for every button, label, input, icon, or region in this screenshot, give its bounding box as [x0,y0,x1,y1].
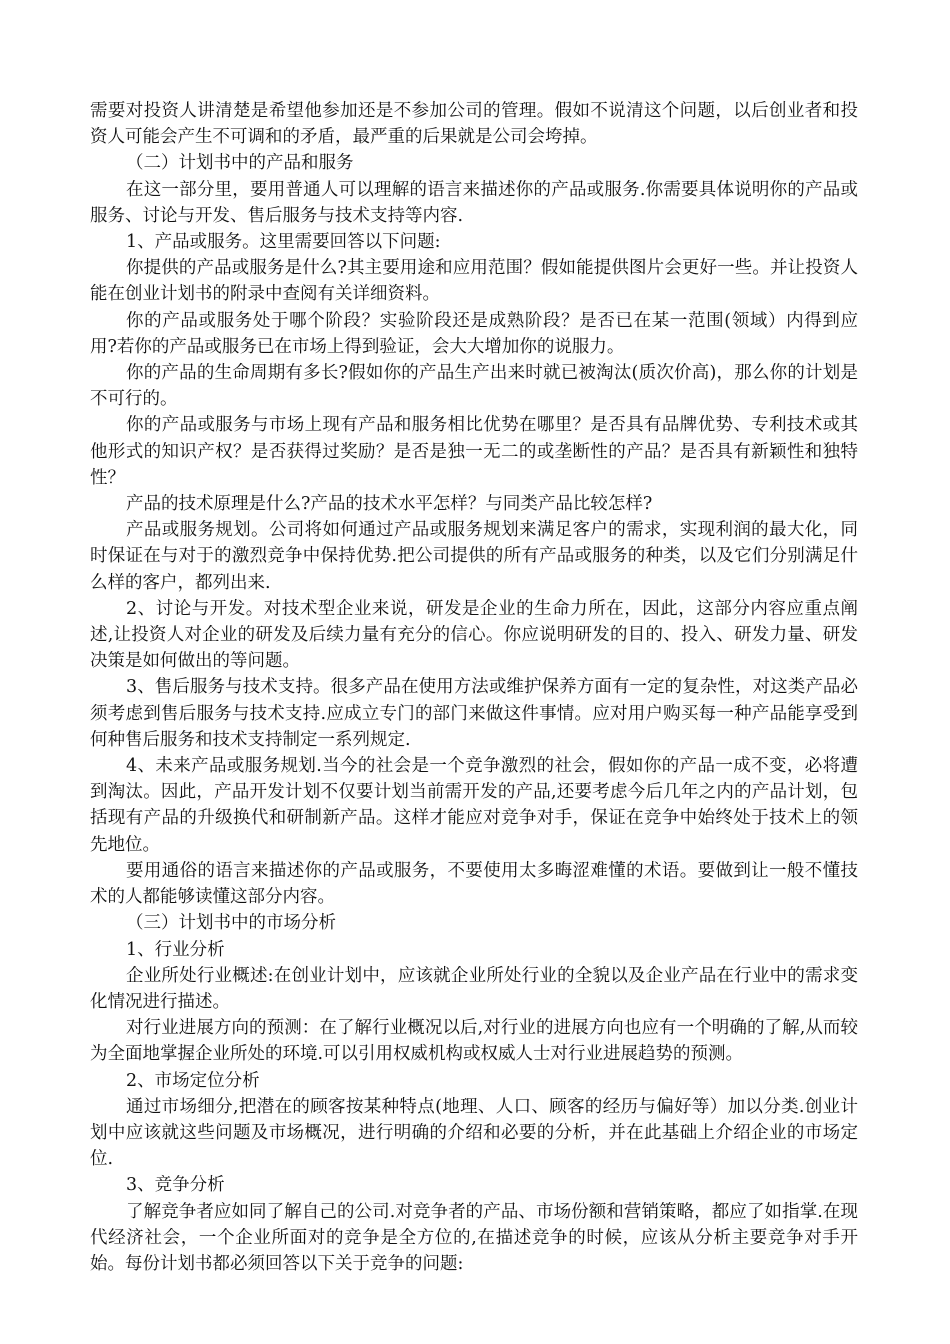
document-page [90,98,858,1277]
paragraph-product-advantages: 你的产品或服务与市场上现有产品和服务相比优势在哪里？是否具有品牌优势、专利技术或其他形式的知识产权？是否获得过奖励？是否是独一无二的或垄断性的产品？是否具有新颖性和独特性？ [90,415,858,488]
paragraph-product-lifecycle: 你的产品的生命周期有多长?假如你的产品生产出来时就已被淘汰(质次价高)，那么你的计划是不可行的。 [90,363,858,410]
section-heading-market-analysis: （三）计划书中的市场分析 [126,913,336,934]
paragraph-research-development: 2、讨论与开发。对技术型企业来说，研发是企业的生命力所在，因此，这部分内容应重点阐述,让投资人对企业的研发及后续力量有充分的信心。你应说明研发的目的、投入、研发力量、研发决策是如何做出的等问题。 [90,598,858,672]
paragraph-industry-forecast: 对行业进展方向的预测：在了解行业概况以后,对行业的进展方向也应有一个明确的了解,从而较为全面地掌握企业所处的环境.可以引用权威机构或权威人士对行业进展趋势的预测。 [90,1018,858,1065]
paragraph-future-planning: 4、未来产品或服务规划.当今的社会是一个竞争激烈的社会，假如你的产品一成不变，必将遭到淘汰。因此，产品开发计划不仅要计划当前需开发的产品,还要考虑今后几年之内的产品计划，包括现有产品的升级换代和研制新产品。这样才能应对竞争对手，保证在竞争中始终处于技术上的领先地位。 [90,756,858,855]
paragraph-management-participation: 需要对投资人讲清楚是希望他参加还是不参加公司的管理。假如不说清这个问题，以后创业者和投资人可能会产生不可调和的矛盾，最严重的后果就是公司会垮掉。 [90,101,858,148]
paragraph-products-intro: 在这一部分里，要用普通人可以理解的语言来描述你的产品或服务.你需要具体说明你的产品或服务、讨论与开发、售后服务与技术支持等内容. [90,179,858,226]
paragraph-product-usage: 你提供的产品或服务是什么?其主要用途和应用范围？假如能提供图片会更好一些。并让投资人能在创业计划书的附录中查阅有关详细资料。 [90,258,858,305]
paragraph-service-planning: 产品或服务规划。公司将如何通过产品或服务规划来满足客户的需求，实现利润的最大化，同时保证在与对于的激烈竞争中保持优势.把公司提供的所有产品或服务的种类，以及它们分别满足什么样的客户，都列出来. [90,520,858,593]
paragraph-technical-principle: 产品的技术原理是什么?产品的技术水平怎样？与同类产品比较怎样? [126,494,653,515]
paragraph-industry-overview: 企业所处行业概述:在创业计划中，应该就企业所处行业的全貌以及企业产品在行业中的需求变化情况进行描述。 [90,965,858,1012]
paragraph-product-questions: 1、产品或服务。这里需要回答以下问题: [126,232,441,253]
subheading-competition-analysis: 3、竞争分析 [126,1175,225,1196]
subheading-market-positioning: 2、市场定位分析 [126,1070,260,1091]
section-heading-products-services: （二）计划书中的产品和服务 [126,153,354,174]
paragraph-product-stage: 你的产品或服务处于哪个阶段？实验阶段还是成熟阶段？是否已在某一范围(领域）内得到应用?若你的产品或服务已在市场上得到验证，会大大增加你的说服力。 [90,310,858,357]
paragraph-market-segmentation: 通过市场细分,把潜在的顾客按某种特点(地理、人口、顾客的经历与偏好等）加以分类.创业计划中应该就这些问题及市场概况，进行明确的介绍和必要的分析，并在此基础上介绍企业的市场定位. [90,1096,858,1170]
paragraph-plain-language: 要用通俗的语言来描述你的产品或服务，不要使用太多晦涩难懂的术语。要做到让一般不懂技术的人都能够读懂这部分内容。 [90,860,858,908]
paragraph-competitors: 了解竞争者应如同了解自己的公司.对竞争者的产品、市场份额和营销策略，都应了如指掌.在现代经济社会，一个企业所面对的竞争是全方位的,在描述竞争的时候，应该从分析主要竞争对手开始。每份计划书都必须回答以下关于竞争的问题: [90,1201,858,1274]
paragraph-after-sales-support: 3、售后服务与技术支持。很多产品在使用方法或维护保养方面有一定的复杂性，对这类产品必须考虑到售后服务与技术支持.应成立专门的部门来做这件事情。应对用户购买每一种产品能享受到何种售后服务和技术支持制定一系列规定. [90,677,858,750]
subheading-industry-analysis: 1、行业分析 [126,939,225,960]
